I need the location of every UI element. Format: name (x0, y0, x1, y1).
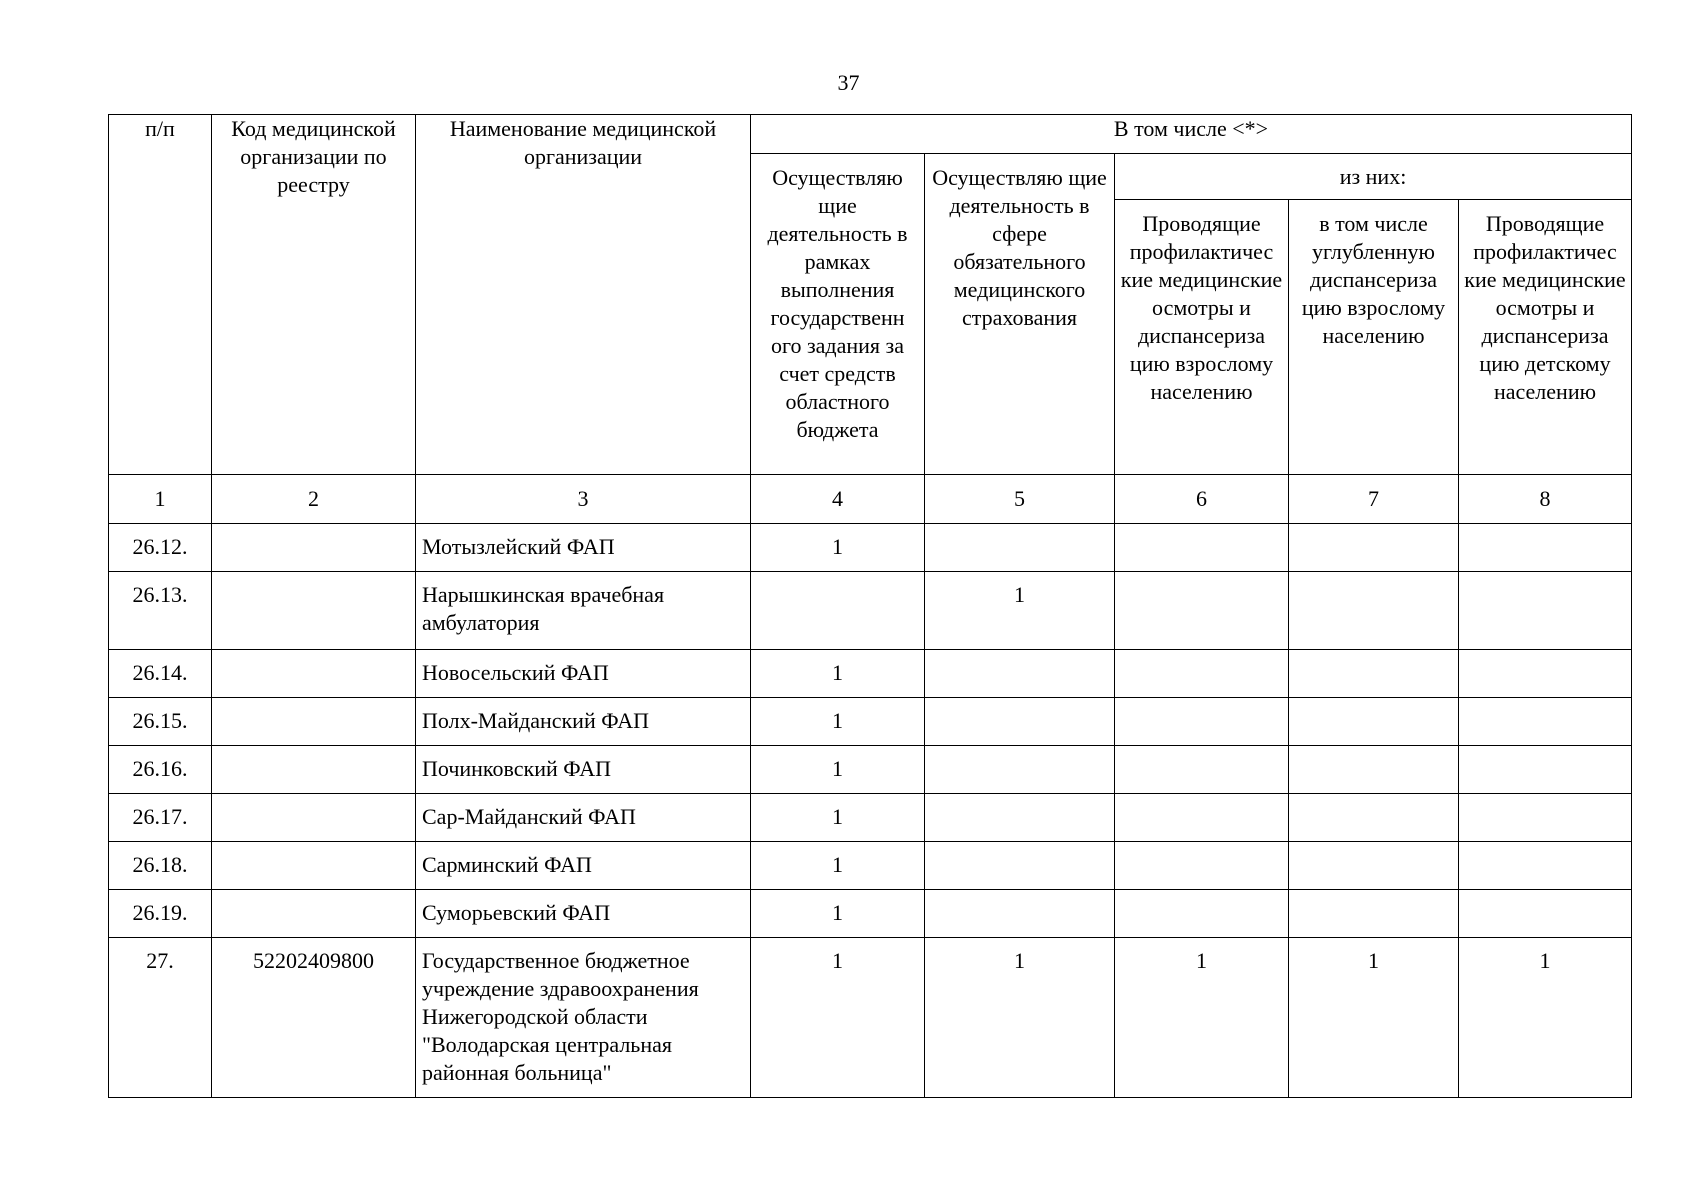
column-numbers-row (109, 475, 1632, 524)
table-row (109, 746, 1632, 794)
header-child-checkups: Проводящие профилактичес кие медицинские осмотры и диспансериза цию детскому населению (1459, 200, 1632, 475)
row-num: 26.15. (109, 698, 212, 746)
row-c7 (1289, 698, 1459, 746)
row-c4: 1 (751, 890, 925, 938)
row-c6 (1115, 572, 1289, 650)
column-number: 4 (751, 475, 925, 524)
registry-table (108, 114, 1632, 1098)
row-name: Мотызлейский ФАП (416, 524, 751, 572)
row-num: 27. (109, 938, 212, 1098)
row-num: 26.18. (109, 842, 212, 890)
header-code: Код медицинской организации по реестру (212, 115, 416, 475)
row-c4: 1 (751, 938, 925, 1098)
row-c5: 1 (925, 572, 1115, 650)
row-c6: 1 (1115, 938, 1289, 1098)
row-c8 (1459, 524, 1632, 572)
column-number: 1 (109, 475, 212, 524)
header-name: Наименование медицинской организации (416, 115, 751, 475)
row-c5 (925, 842, 1115, 890)
row-c5 (925, 698, 1115, 746)
header-oms: Осуществляю щие деятельность в сфере обязательного медицинского страхования (925, 154, 1115, 475)
row-c5 (925, 746, 1115, 794)
row-c7 (1289, 650, 1459, 698)
row-name: Новосельский ФАП (416, 650, 751, 698)
row-c5 (925, 890, 1115, 938)
table-row (109, 524, 1632, 572)
row-c4: 1 (751, 842, 925, 890)
row-c7 (1289, 890, 1459, 938)
row-code (212, 890, 416, 938)
row-c7 (1289, 842, 1459, 890)
row-code (212, 650, 416, 698)
row-c8 (1459, 890, 1632, 938)
header-group-including: В том числе <*> (751, 115, 1632, 154)
page-number: 37 (837, 70, 860, 95)
row-c5 (925, 650, 1115, 698)
header-state-task: Осуществляю щие деятельность в рамках выполнения государственн ого задания за счет средств областного бюджета (751, 154, 925, 475)
row-c8 (1459, 572, 1632, 650)
row-code (212, 746, 416, 794)
row-c6 (1115, 698, 1289, 746)
column-number: 2 (212, 475, 416, 524)
row-c6 (1115, 524, 1289, 572)
row-c7: 1 (1289, 938, 1459, 1098)
column-number: 8 (1459, 475, 1632, 524)
row-c6 (1115, 890, 1289, 938)
header-subgroup-of-them: из них: (1115, 154, 1632, 200)
row-c4: 1 (751, 794, 925, 842)
row-num: 26.17. (109, 794, 212, 842)
table-row (109, 572, 1632, 650)
table-row (109, 650, 1632, 698)
column-number: 7 (1289, 475, 1459, 524)
row-c8: 1 (1459, 938, 1632, 1098)
row-c8 (1459, 746, 1632, 794)
row-c6 (1115, 746, 1289, 794)
row-c7 (1289, 794, 1459, 842)
column-number: 6 (1115, 475, 1289, 524)
row-c8 (1459, 650, 1632, 698)
row-c6 (1115, 842, 1289, 890)
row-name: Государственное бюджетное учреждение здравоохранения Нижегородской области "Володарская центральная районная больница" (416, 938, 751, 1098)
row-code (212, 794, 416, 842)
row-name: Нарышкинская врачебная амбулатория (416, 572, 751, 650)
table-row (109, 938, 1632, 1098)
row-code: 52202409800 (212, 938, 416, 1098)
row-c8 (1459, 698, 1632, 746)
table-row (109, 842, 1632, 890)
row-c7 (1289, 524, 1459, 572)
row-code (212, 698, 416, 746)
row-c8 (1459, 842, 1632, 890)
row-name: Суморьевский ФАП (416, 890, 751, 938)
row-num: 26.14. (109, 650, 212, 698)
row-c4 (751, 572, 925, 650)
row-code (212, 572, 416, 650)
row-name: Полх-Майданский ФАП (416, 698, 751, 746)
table-row (109, 698, 1632, 746)
row-code (212, 842, 416, 890)
row-name: Починковский ФАП (416, 746, 751, 794)
row-c4: 1 (751, 746, 925, 794)
header-deep-dispensary: в том числе углубленную диспансериза цию взрослому населению (1289, 200, 1459, 475)
row-code (212, 524, 416, 572)
row-c5 (925, 794, 1115, 842)
row-c8 (1459, 794, 1632, 842)
row-c7 (1289, 746, 1459, 794)
table-row (109, 794, 1632, 842)
row-num: 26.19. (109, 890, 212, 938)
row-c5: 1 (925, 938, 1115, 1098)
column-number: 5 (925, 475, 1115, 524)
row-c4: 1 (751, 524, 925, 572)
header-num: п/п (109, 115, 212, 475)
row-num: 26.16. (109, 746, 212, 794)
row-num: 26.12. (109, 524, 212, 572)
row-name: Сар-Майданский ФАП (416, 794, 751, 842)
row-c6 (1115, 794, 1289, 842)
row-c4: 1 (751, 650, 925, 698)
row-c5 (925, 524, 1115, 572)
header-adult-checkups: Проводящие профилактичес кие медицинские осмотры и диспансериза цию взрослому населению (1115, 200, 1289, 475)
row-name: Сарминский ФАП (416, 842, 751, 890)
row-c6 (1115, 650, 1289, 698)
row-c4: 1 (751, 698, 925, 746)
table-row (109, 890, 1632, 938)
row-num: 26.13. (109, 572, 212, 650)
row-c7 (1289, 572, 1459, 650)
column-number: 3 (416, 475, 751, 524)
